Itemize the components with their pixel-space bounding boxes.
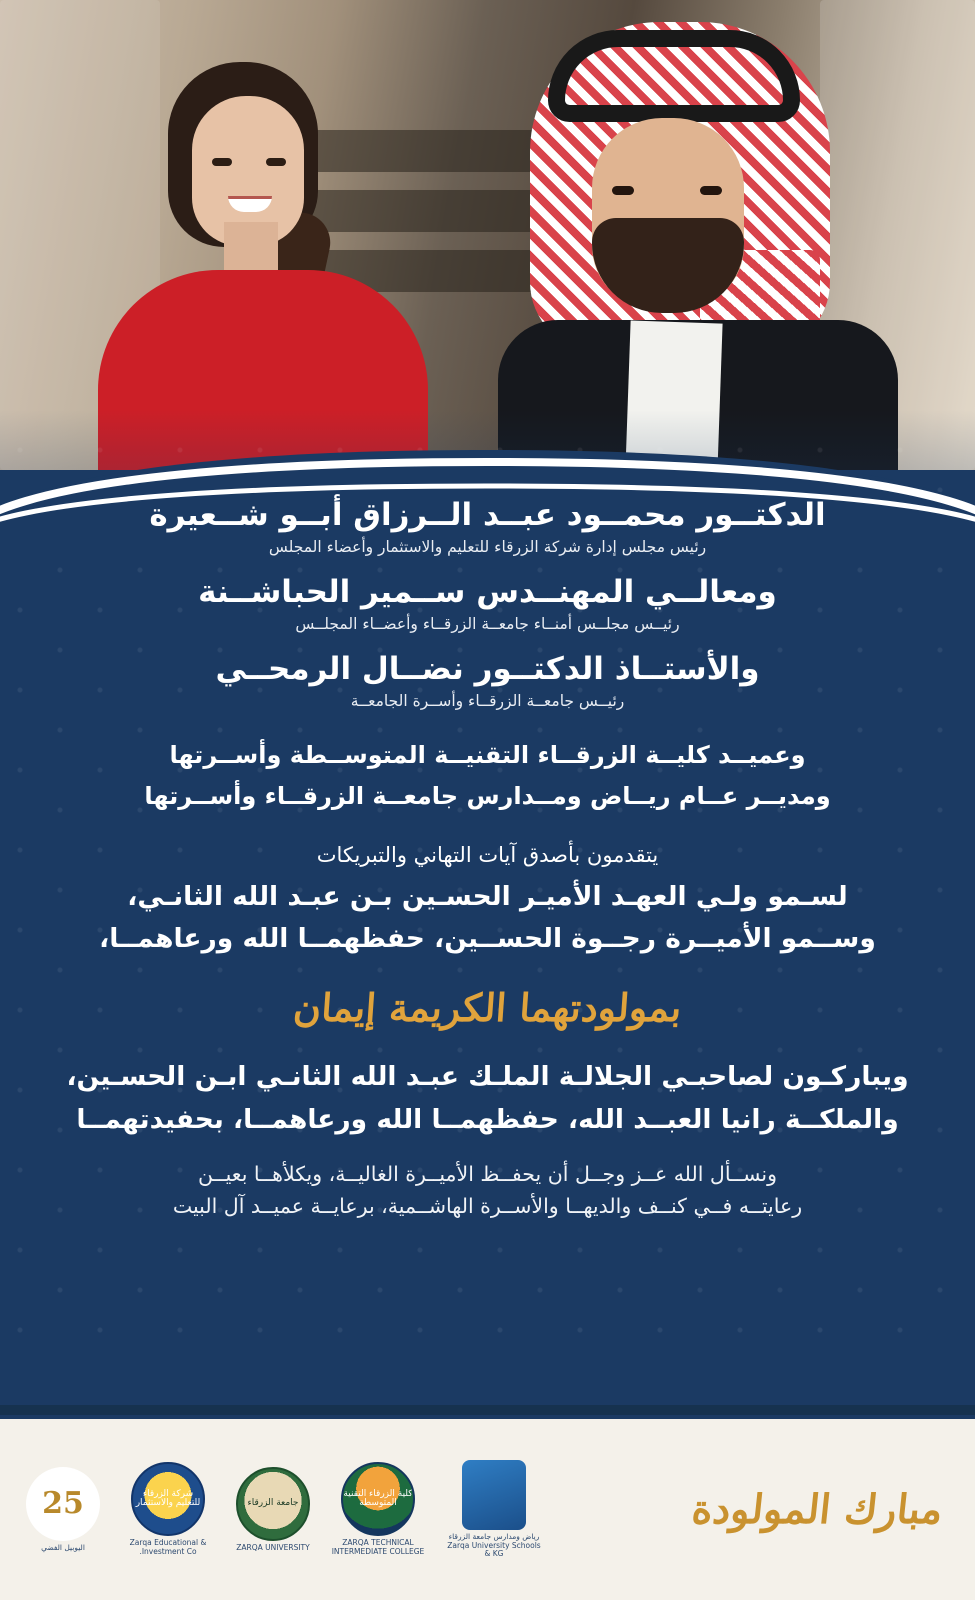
greeting-text-block bbox=[0, 480, 975, 1360]
person-name-3: والأستــاذ الدكتــور نضــال الرمحــي bbox=[215, 650, 760, 687]
partner-logos bbox=[26, 1460, 542, 1559]
logo-caption-zeic: Zarqa Educational & Investment Co. bbox=[129, 1538, 207, 1556]
princess-eye-right bbox=[266, 158, 286, 166]
congratulation-intro: يتقدمون بأصدق آيات التهاني والتبريكات bbox=[316, 843, 659, 868]
prince-eye-left bbox=[612, 186, 634, 195]
logo-mark-anniversary-icon: 25 bbox=[26, 1467, 100, 1541]
logo-caption-schools: رياض ومدارس جامعة الزرقاء Zarqa University Schools & KG bbox=[447, 1532, 541, 1559]
person-title-3: رئيــس جامعــة الزرقــاء وأســرة الجامعــة bbox=[350, 691, 625, 710]
prayer-line-2: رعايتــه فــي كنــف والديهــا والأســرة الهاشــمية، برعايــة عميــد آل البيت bbox=[172, 1194, 803, 1219]
additional-line-2: ومديــر عــام ريــاض ومــدارس جامعــة الزرقــاء وأســرتها bbox=[144, 781, 831, 810]
logo-caption-anniversary: اليوبيل الفضي bbox=[41, 1542, 85, 1552]
prayer-line-1: ونســأل الله عــز وجــل أن يحفــظ الأميــرة الغاليــة، ويكلأهــا بعيــن bbox=[198, 1161, 777, 1186]
person-name-2: ومعالــي المهنــدس ســمير الحباشــنة bbox=[198, 573, 777, 610]
logo-mark-zeic-icon: شركة الزرقاء للتعليم والاستثمار bbox=[131, 1462, 205, 1536]
person-name-1: الدكتــور محمــود عبــد الــرزاق أبــو شــعيرة bbox=[149, 497, 826, 533]
footer-bar bbox=[0, 1415, 975, 1600]
prince-agal bbox=[548, 30, 800, 122]
prince-eye-right bbox=[700, 186, 722, 195]
person-title-2: رئيــس مجلــس أمنــاء جامعــة الزرقــاء وأعضــاء المجلــس bbox=[295, 614, 680, 633]
footer-divider bbox=[0, 1405, 975, 1415]
logo-mark-schools-icon bbox=[462, 1460, 526, 1530]
mubarak-calligraphy: مبارك المولودة bbox=[689, 1486, 946, 1533]
logo-caption-ztic: ZARQA TECHNICAL INTERMEDIATE COLLEGE bbox=[331, 1538, 425, 1556]
blessing-line-2: والملكــة رانيا العبــد الله، حفظهمــا الله ورعاهمــا، بحفيدتهمــا bbox=[76, 1103, 899, 1135]
royal-line-1: لسـمو ولـي العهـد الأميـر الحسـين بـن عبـد الله الثانـي، bbox=[127, 881, 848, 913]
royal-line-2: وســمو الأميــرة رجــوة الحســين، حفظهمــا الله ورعاهمــا، bbox=[99, 922, 876, 954]
person-title-1: رئيس مجلس إدارة شركة الزرقاء للتعليم والاستثمار وأعضاء المجلس bbox=[268, 537, 707, 556]
blessing-line-1: ويباركـون لصاحبـي الجلالـة الملـك عبـد الله الثانـي ابـن الحسـين، bbox=[66, 1060, 909, 1092]
additional-line-1: وعميــد كليــة الزرقــاء التقنيــة المتوســطة وأســرتها bbox=[169, 740, 806, 769]
logo-zarqa-technical-intermediate-college bbox=[330, 1462, 426, 1556]
logo-caption-zu: ZARQA UNIVERSITY bbox=[236, 1542, 310, 1552]
logo-mark-zu-icon: جامعة الزرقاء bbox=[236, 1467, 310, 1541]
logo-mark-ztic-icon: كلية الزرقاء التقنية المتوسطة bbox=[341, 1462, 415, 1536]
logo-zarqa-educational-investment bbox=[120, 1462, 216, 1556]
logo-25-years bbox=[26, 1467, 100, 1553]
logo-zarqa-university-schools-kg bbox=[446, 1460, 542, 1559]
newborn-announcement: بمولودتهما الكريمة إيمان bbox=[291, 984, 684, 1030]
logo-zarqa-university bbox=[236, 1467, 310, 1553]
princess-eye-left bbox=[212, 158, 232, 166]
